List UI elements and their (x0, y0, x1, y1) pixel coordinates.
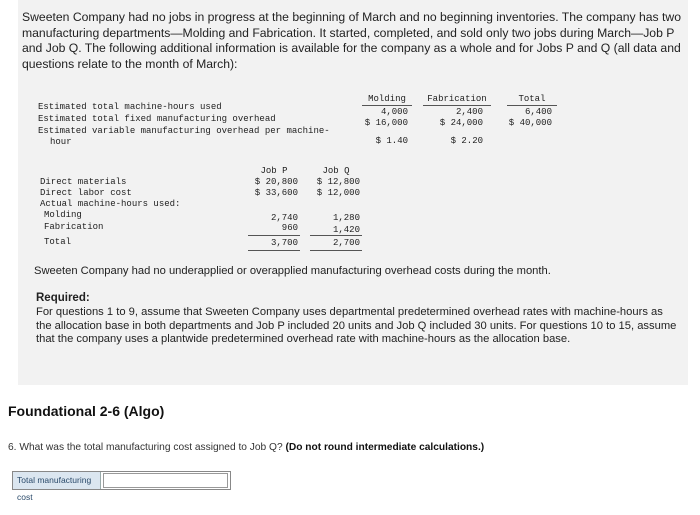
cell-value: 6,400 (524, 107, 552, 117)
row-label: Molding (44, 210, 82, 220)
cell-value: $ 33,600 (254, 188, 298, 198)
header-job-p: Job P (260, 166, 288, 176)
header-underline (507, 105, 557, 106)
answer-row (12, 471, 231, 502)
cell-value: 2,700 (332, 238, 360, 248)
row-label: Total (44, 237, 72, 247)
problem-intro: Sweeten Company had no jobs in progress at the beginning of March and no beginning inventories. The company has two manufacturing departments—Molding and Fabrication. It started, completed, and sold only two jobs during March—Job P and Job Q. The following additional information is available for the company as a whole and for Jobs P and Q (all data and questions relate to the month of March): (22, 10, 681, 71)
row-label: Direct materials (40, 177, 127, 187)
row-label: Actual machine-hours used: (40, 199, 181, 209)
header-underline (423, 105, 491, 106)
header-total: Total (518, 94, 546, 104)
cell-value: 3,700 (270, 238, 298, 248)
row-label-continued: hour (50, 137, 72, 147)
cell-value: $ 16,000 (364, 118, 408, 128)
subtotal-underline (310, 235, 362, 236)
cell-value: $ 12,800 (316, 177, 360, 187)
subtotal-underline (248, 235, 300, 236)
cell-value: $ 2.20 (450, 136, 483, 146)
header-molding: Molding (368, 94, 406, 104)
section-title: Foundational 2-6 (Algo) (8, 403, 165, 419)
row-label: Estimated total fixed manufacturing overhead (38, 114, 276, 124)
header-fabrication: Fabrication (427, 94, 487, 104)
cell-value: 1,420 (332, 225, 360, 235)
row-label: Estimated total machine-hours used (38, 102, 222, 112)
header-underline (362, 105, 412, 106)
total-manufacturing-cost-input[interactable] (103, 473, 228, 488)
cell-value: 2,740 (270, 213, 298, 223)
question-text: 6. What was the total manufacturing cost assigned to Job Q? (8, 442, 283, 453)
total-underline (248, 250, 300, 251)
header-job-q: Job Q (322, 166, 350, 176)
cell-value: 960 (281, 223, 298, 233)
total-underline (310, 250, 362, 251)
cell-value: $ 12,000 (316, 188, 360, 198)
cell-value: $ 40,000 (508, 118, 552, 128)
cell-value: 2,400 (455, 107, 483, 117)
overhead-note: Sweeten Company had no underapplied or overapplied manufacturing overhead costs during the month. (34, 265, 551, 277)
required-text: For questions 1 to 9, assume that Sweeten Company uses departmental predetermined overhead rates with machine-hours as the allocation base in both departments and Job P included 20 units and Job Q included 30 units. For questions 10 to 15, assume that the company uses a plantwide predetermined overhead rate with machine-hours as the allocation base. (36, 306, 677, 345)
cell-value: $ 20,800 (254, 177, 298, 187)
cell-value: $ 1.40 (375, 136, 408, 146)
question (8, 442, 484, 453)
answer-label: Total manufacturing cost (13, 472, 101, 489)
row-label: Direct labor cost (40, 188, 132, 198)
cell-value: $ 24,000 (439, 118, 483, 128)
row-label: Fabrication (44, 222, 104, 232)
question-note: (Do not round intermediate calculations.) (285, 442, 485, 453)
cell-value: 1,280 (332, 213, 360, 223)
cell-value: 4,000 (380, 107, 408, 117)
row-label: Estimated variable manufacturing overhead per machine- (38, 126, 330, 136)
required-heading: Required: (36, 292, 90, 304)
